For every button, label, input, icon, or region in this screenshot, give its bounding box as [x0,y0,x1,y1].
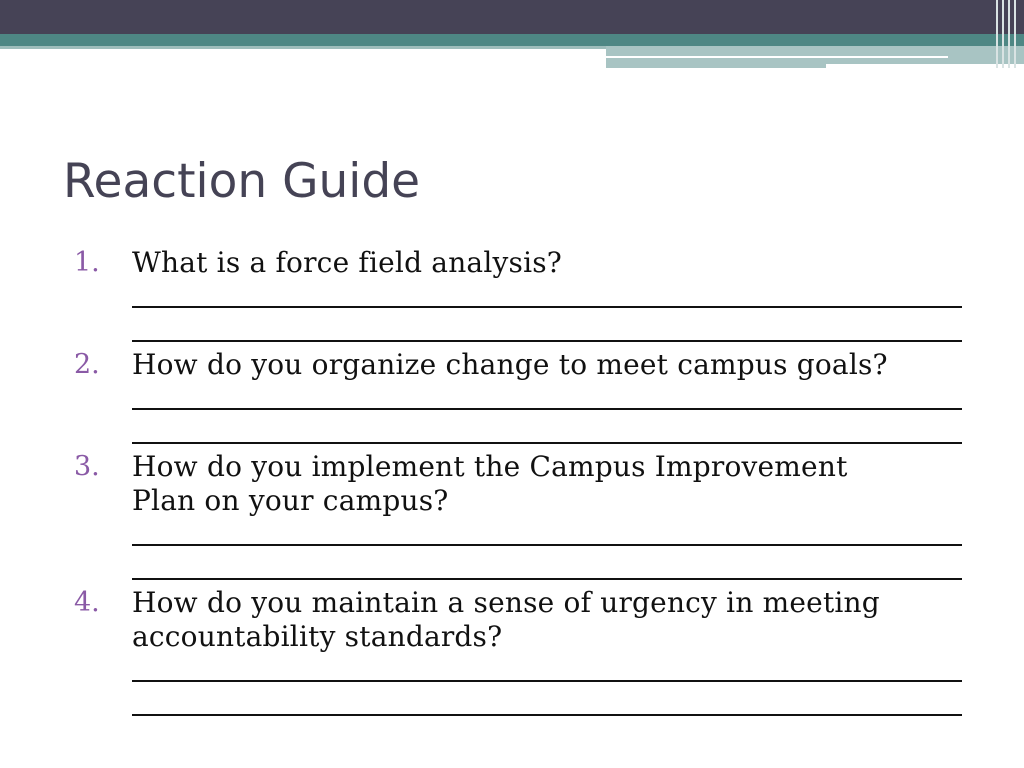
question-item [0,348,1024,450]
question-text: How do you implement the Campus Improvement Plan on your campus? [132,450,848,517]
header-stripe [996,0,998,68]
question-item [0,450,1024,586]
answer-blank-line[interactable] [132,416,962,450]
header-light-line [0,46,606,49]
question-list [0,246,1024,722]
header-teal-band [0,34,1024,46]
question-number: 2. [74,349,100,380]
question-item [0,586,1024,722]
answer-blank-line[interactable] [132,382,962,416]
header-stripe [1008,0,1010,68]
question-text: How do you maintain a sense of urgency in meeting accountability standards? [132,586,880,653]
question-number: 1. [74,247,100,278]
question-text: How do you organize change to meet campus goals? [132,348,888,381]
answer-blank-line[interactable] [132,552,962,586]
question-number: 3. [74,451,100,482]
question-number: 4. [74,587,100,618]
header-stripe [1002,0,1004,68]
answer-blank-line[interactable] [132,688,962,722]
header-white-line [606,56,948,58]
answer-blank-line[interactable] [132,654,962,688]
answer-blank-line[interactable] [132,280,962,314]
header-stripe [1014,0,1016,68]
slide-title: Reaction Guide [63,154,421,209]
answer-blank-line[interactable] [132,314,962,348]
answer-blank-line[interactable] [132,518,962,552]
question-item [0,246,1024,348]
question-text: What is a force field analysis? [132,246,563,279]
header-stripes [992,0,1024,68]
header-dark-band [0,0,1024,34]
